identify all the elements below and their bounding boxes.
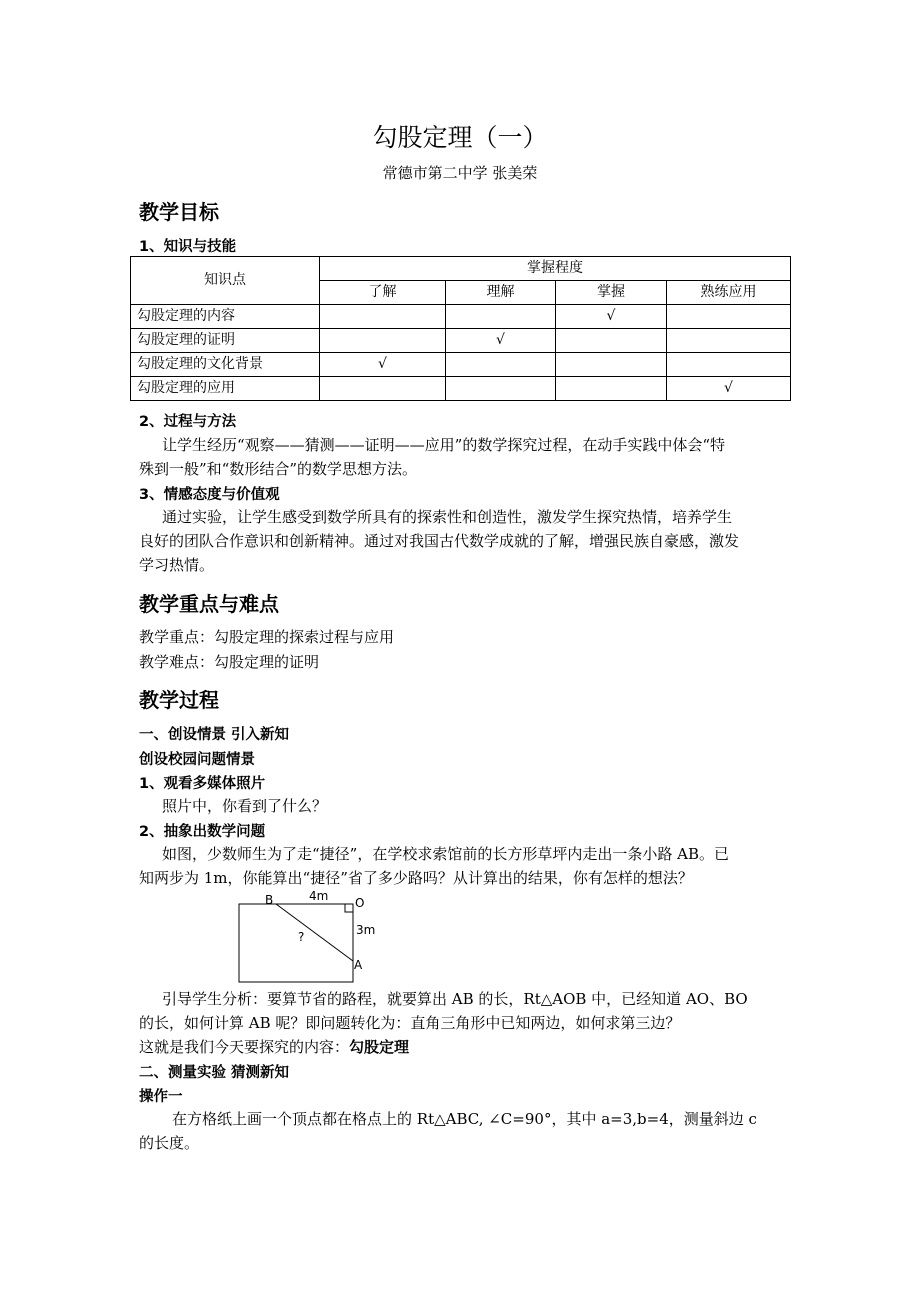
knowledge-table (130, 256, 791, 401)
table-cell-mark: √ (446, 329, 556, 353)
lawn-shortcut-figure (232, 888, 382, 984)
label-a: A (354, 958, 363, 972)
table-cell-mark (446, 353, 556, 377)
table-level: 掌握 (556, 281, 667, 305)
table-level: 熟练应用 (667, 281, 791, 305)
today-prefix: 这就是我们今天要探究的内容： (139, 1038, 350, 1056)
subheading-attitude: 3、情感态度与价值观 (139, 487, 280, 503)
table-row (131, 329, 791, 353)
label-top-length: 4m (309, 889, 329, 903)
table-cell-mark (556, 377, 667, 401)
section-heading-goals: 教学目标 (139, 200, 219, 224)
table-cell-mark (667, 305, 791, 329)
label-o: O (355, 896, 365, 910)
key-difficulty: 教学难点：勾股定理的证明 (139, 653, 320, 671)
table-cell-mark (556, 329, 667, 353)
path-ab (276, 904, 353, 961)
table-cell-mark (667, 329, 791, 353)
subheading-process-method: 2、过程与方法 (139, 414, 237, 430)
table-cell-mark (320, 305, 446, 329)
paragraph-line: 的长度。 (139, 1134, 200, 1152)
subheading-scene: 创设校园问题情景 (139, 752, 255, 768)
table-cell-mark (320, 329, 446, 353)
table-row (131, 305, 791, 329)
page-title: 勾股定理（一） (372, 123, 548, 152)
table-level: 了解 (320, 281, 446, 305)
table-level: 理解 (446, 281, 556, 305)
table-cell-mark (446, 305, 556, 329)
paragraph-line: 在方格纸上画一个顶点都在格点上的 Rt△ABC, ∠C=90°，其中 a=3,b=4，测量斜边 c (172, 1110, 757, 1128)
paragraph-line: 照片中，你看到了什么？ (162, 797, 328, 815)
subheading-part2: 二、测量实验 猜测新知 (139, 1065, 290, 1081)
paragraph-line: 知两步为 1m，你能算出“捷径”省了多少路吗？从计算出的结果，你有怎样的想法？ (139, 869, 693, 887)
table-cell-mark: √ (667, 377, 791, 401)
section-heading-process: 教学过程 (139, 688, 219, 712)
paragraph-line: 的长，如何计算 AB 呢？即问题转化为：直角三角形中已知两边，如何求第三边？ (139, 1014, 681, 1032)
paragraph-line: 通过实验，让学生感受到数学所具有的探索性和创造性，激发学生探究热情，培养学生 (162, 508, 733, 526)
today-line (139, 1036, 409, 1057)
label-b: B (265, 893, 274, 907)
today-topic: 勾股定理 (349, 1038, 410, 1056)
table-row (131, 377, 791, 401)
table-row (131, 353, 791, 377)
subheading-part1: 一、创设情景 引入新知 (139, 727, 290, 743)
paragraph-line: 引导学生分析：要算节省的路程，就要算出 AB 的长，Rt△AOB 中，已经知道 AO、BO (162, 990, 748, 1008)
label-question: ? (298, 930, 305, 944)
subheading-abstract: 2、抽象出数学问题 (139, 824, 266, 840)
table-cell-name: 勾股定理的文化背景 (131, 353, 320, 377)
table-cell-mark: √ (320, 353, 446, 377)
paragraph-line: 良好的团队合作意识和创新精神。通过对我国古代数学成就的了解，增强民族自豪感，激发 (139, 532, 740, 550)
table-cell-name: 勾股定理的内容 (131, 305, 320, 329)
paragraph-line: 让学生经历“观察——猜测——证明——应用”的数学探究过程，在动手实践中体会“特 (162, 436, 726, 454)
paragraph-line: 学习热情。 (139, 556, 215, 574)
table-cell-mark (446, 377, 556, 401)
table-cell-name: 勾股定理的应用 (131, 377, 320, 401)
subheading-operation1: 操作一 (139, 1089, 183, 1105)
key-focus: 教学重点：勾股定理的探索过程与应用 (139, 628, 395, 646)
table-header-row (131, 257, 791, 281)
table-cell-mark (320, 377, 446, 401)
section-heading-key-points: 教学重点与难点 (139, 592, 279, 616)
table-cell-mark (556, 353, 667, 377)
label-side-length: 3m (356, 923, 376, 937)
paragraph-line: 殊到一般”和“数形结合”的数学思想方法。 (139, 460, 418, 478)
lawn-rectangle (239, 904, 353, 982)
subheading-photos: 1、观看多媒体照片 (139, 776, 266, 792)
table-header-knowledge: 知识点 (131, 257, 320, 305)
table-cell-mark (667, 353, 791, 377)
table-cell-name: 勾股定理的证明 (131, 329, 320, 353)
subheading-knowledge-skills: 1、知识与技能 (139, 239, 237, 255)
right-angle-mark (345, 904, 353, 912)
author-line: 常德市第二中学 张美荣 (382, 164, 538, 182)
table-header-mastery: 掌握程度 (320, 257, 791, 281)
table-cell-mark: √ (556, 305, 667, 329)
paragraph-line: 如图，少数师生为了走“捷径”，在学校求索馆前的长方形草坪内走出一条小路 AB。已 (162, 845, 729, 863)
